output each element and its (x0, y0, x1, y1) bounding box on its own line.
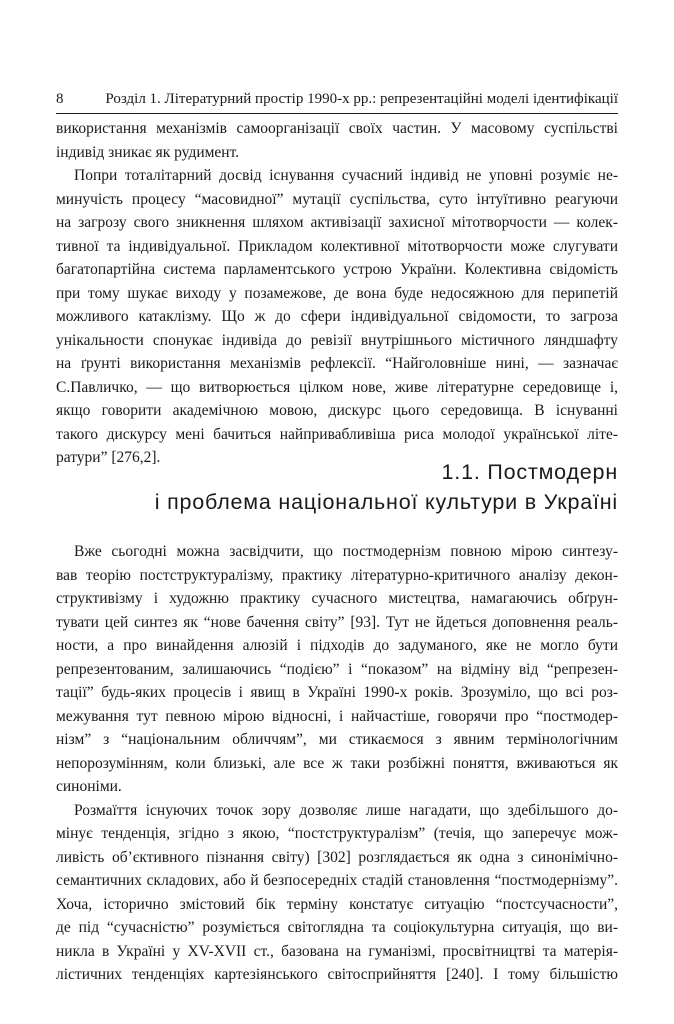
text-line: Попри тоталітарний досвід існування сучасний індивід не уповні розуміє не- (74, 167, 618, 184)
paragraph (56, 164, 618, 470)
text-line: лістичних тенденціях картезіянського світосприйняття [240]. І тому більшістю (56, 966, 618, 983)
text-line: на загрозу свого зникнення шляхом активізації захисної мітотворчости — колек- (56, 214, 618, 231)
running-title: Розділ 1. Літературний простір 1990-х рр.: репрезентаційні моделі ідентифікації (105, 91, 618, 107)
paragraph (56, 540, 618, 799)
text-line: минучість процесу “масовидної” мутації суспільства, суто інтуїтивно реагуючи (56, 190, 618, 208)
text-line: тивної та індивідуальної. Прикладом колективної мітотворчости може слугувати (56, 237, 618, 255)
text-line: Хоча, історично змістовий бік терміну констатує ситуацію “постсучасности”, (56, 895, 618, 913)
section-heading-line: і проблема національної культури в Україні (154, 490, 618, 514)
top-text-block (56, 117, 618, 470)
text-line: на ґрунті використання механізмів рефлексії. “Найголовніше нині, — зазначає (56, 355, 618, 372)
text-line: мінує тенденція, згідно з якою, “постструктуралізм” (течія, що заперечує мож- (56, 825, 618, 842)
paragraph (56, 117, 618, 164)
header-rule (56, 113, 618, 114)
text-line: ливість об’єктивного пізнання світу) [302] розглядається як одна з синонімічно- (56, 848, 618, 866)
text-line: С.Павличко, — що витворюється цілком нове, живе літературне середовище і, (56, 378, 618, 396)
paragraph (56, 799, 618, 987)
text-line: Розмаїття існуючих точок зору дозволяє лише нагадати, що здебільшого до- (74, 801, 618, 819)
section-heading-line: 1.1. Постмодерн (441, 460, 618, 484)
bottom-text-block (56, 540, 618, 987)
text-line: репрезентованим, залишаючись “подією” і “показом” на відміну від “репрезен- (56, 660, 618, 678)
text-line: непорозумінням, коли близькі, але все ж таки розбіжні поняття, вживаються як (56, 754, 618, 772)
text-line: унікальности спонукає індивіда до ревізії внутрішнього містичного ляндшафту (56, 331, 618, 349)
text-line: при тому шукає виходу у позамежове, де вона буде недосяжною для перипетій (56, 284, 618, 302)
text-line: ратури” [276,2]. (56, 449, 161, 466)
text-line: никла в Україні у XV-XVII ст., базована на гуманізмі, просвітництві та матерія- (56, 942, 618, 960)
text-line: де під “сучасністю” розуміється світоглядна та соціокультурна ситуація, що ви- (56, 919, 618, 936)
section-heading (56, 457, 618, 517)
text-line: ности, а про винайдення алюзій і підходів до задуманого, яке не могло бути (56, 637, 618, 654)
text-line: тації” будь-яких процесів і явищ в Україні 1990-х років. Зрозуміло, що всі роз- (56, 684, 618, 701)
text-line: синоніми. (56, 778, 122, 795)
text-line: вав теорію постструктуралізму, практику літературно-критичного аналізу декон- (56, 566, 618, 584)
text-line: індивід зникає як рудимент. (56, 143, 240, 161)
text-line: тувати цей синтез як “нове бачення світу” [93]. Тут не йдеться доповнення реаль- (56, 613, 618, 631)
text-line: багатопартійна система парламентського устрою України. Колективна свідомість (56, 261, 618, 278)
text-line: Вже сьогодні можна засвідчити, що постмодернізм повною мірою синтезу- (74, 543, 618, 560)
text-line: можливого катаклізму. Що ж до сфери індивідуальної свідомости, то загроза (56, 308, 618, 325)
text-line: такого дискурсу мені бачиться найпривабливіша риса молодої української літе- (56, 425, 618, 443)
text-line: межування тут певною мірою відносні, і найчастіше, говорячи про “постмодер- (56, 707, 618, 725)
text-line: використання механізмів самоорганізації своїх частин. У масовому суспільстві (56, 120, 618, 137)
text-line: семантичних складових, або й безпосередніх стадій становлення “постмодернізму”. (56, 872, 618, 889)
text-line: якщо говорити академічною мовою, дискурс цього середовища. В існуванні (56, 402, 618, 419)
page-number: 8 (56, 91, 64, 107)
text-line: структивізму і художню практику сучасного мистецтва, намагаючись обґрун- (56, 590, 618, 607)
text-line: нізм” з “національним обличчям”, ми стикаємося з явним термінологічним (56, 731, 618, 748)
running-header (56, 89, 618, 113)
